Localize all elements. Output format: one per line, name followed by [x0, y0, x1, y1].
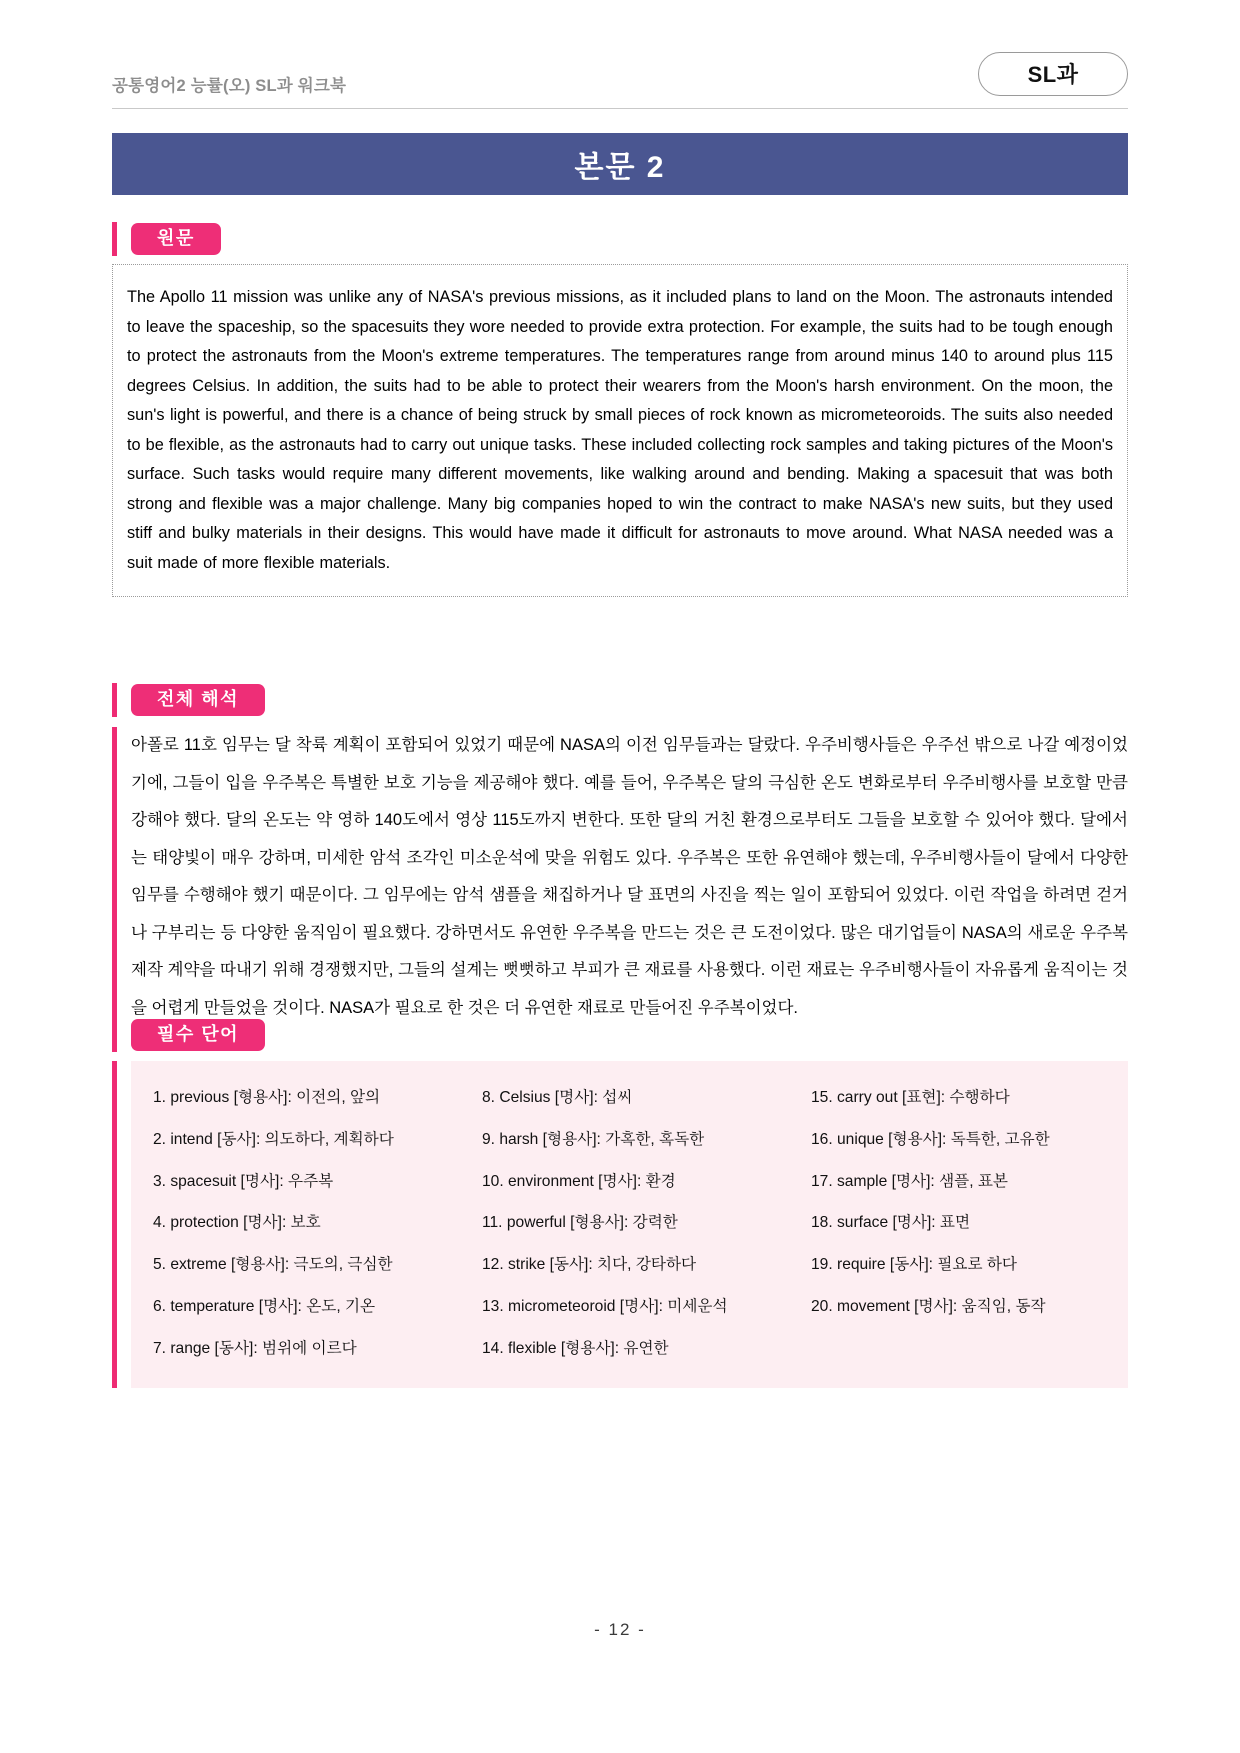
vocabulary-item: 3. spacesuit [명사]: 우주복	[153, 1172, 334, 1190]
translation-accent-bar	[112, 727, 117, 1027]
vocabulary-item: 7. range [동사]: 범위에 이르다	[153, 1339, 357, 1357]
vocabulary-item: 18. surface [명사]: 표면	[811, 1214, 971, 1232]
section-accent-bar	[112, 683, 117, 717]
passage-box	[112, 264, 1128, 597]
vocabulary-section-head	[112, 1018, 1128, 1052]
vocabulary-item: 11. powerful [형용사]: 강력한	[482, 1214, 678, 1232]
translation-body	[112, 727, 1128, 1027]
vocabulary-section-label: 필수 단어	[131, 1019, 265, 1052]
vocabulary-column-2	[470, 1077, 799, 1370]
vocabulary-item: 14. flexible [형용사]: 유연한	[482, 1339, 669, 1357]
vocabulary-item: 12. strike [동사]: 치다, 강타하다	[482, 1256, 697, 1274]
translation-section	[112, 683, 1128, 1027]
vocabulary-section	[112, 1018, 1128, 1388]
vocabulary-item: 2. intend [동사]: 의도하다, 계획하다	[153, 1130, 394, 1148]
translation-section-label: 전체 해석	[131, 684, 265, 717]
vocabulary-item: 16. unique [형용사]: 독특한, 고유한	[811, 1130, 1050, 1148]
vocabulary-item: 6. temperature [명사]: 온도, 기온	[153, 1297, 376, 1315]
vocabulary-body	[112, 1061, 1128, 1388]
passage-section	[112, 222, 1128, 597]
vocabulary-column-1	[131, 1077, 470, 1370]
vocabulary-item: 8. Celsius [명사]: 섭씨	[482, 1089, 633, 1106]
passage-section-label: 원문	[131, 223, 221, 256]
vocabulary-grid	[131, 1061, 1128, 1388]
passage-section-head	[112, 222, 1128, 256]
unit-badge: SL과	[978, 52, 1128, 96]
vocabulary-accent-bar	[112, 1061, 117, 1388]
translation-text: 아폴로 11호 임무는 달 착륙 계획이 포함되어 있었기 때문에 NASA의 이전 임무들과는 달랐다. 우주비행사들은 우주선 밖으로 나갈 예정이었기에, 그들이 입을 우주복은 특별한 보호 기능을 제공해야 했다. 예를 들어, 우주복은 달의 극심한 온도 변화로부터 우주비행사를 보호할 만큼 강해야 했다. 달의 온도는 약 영하 140도에서 영상 115도까지 변한다. 또한 달의 거친 환경으로부터도 그들을 보호할 수 있어야 했다. 달에서는 태양빛이 매우 강하며, 미세한 암석 조각인 미소운석에 맞을 위험도 있다. 우주복은 또한 유연해야 했는데, 우주비행사들이 달에서 다양한 임무를 수행해야 했기 때문이다. 그 임무에는 암석 샘플을 채집하거나 달 표면의 사진을 찍는 일이 포함되어 있었다. 이런 작업을 하려면 걷거나 구부리는 등 다양한 움직임이 필요했다. 강하면서도 유연한 우주복을 만드는 것은 큰 도전이었다. 많은 대기업들이 NASA의 새로운 우주복 제작 계약을 따내기 위해 경쟁했지만, 그들의 설계는 뻣뻣하고 부피가 큰 재료를 사용했다. 이런 재료는 우주비행사들이 자유롭게 움직이는 것을 어렵게 만들었을 것이다. NASA가 필요로 한 것은 더 유연한 재료로 만들어진 우주복이었다.	[131, 736, 1128, 1017]
vocabulary-item: 20. movement [명사]: 움직임, 동작	[811, 1297, 1046, 1315]
vocabulary-item: 9. harsh [형용사]: 가혹한, 혹독한	[482, 1130, 705, 1148]
translation-section-head	[112, 683, 1128, 717]
page-title-banner: 본문 2	[112, 133, 1128, 195]
vocabulary-item: 15. carry out [표현]: 수행하다	[811, 1089, 1010, 1106]
vocabulary-column-3	[799, 1077, 1128, 1370]
page-header	[112, 62, 1128, 118]
page-number: - 12 -	[594, 1620, 646, 1639]
vocabulary-item: 1. previous [형용사]: 이전의, 앞의	[153, 1089, 381, 1106]
section-accent-bar	[112, 1018, 117, 1052]
header-divider	[112, 108, 1128, 109]
vocabulary-item: 13. micrometeoroid [명사]: 미세운석	[482, 1297, 728, 1315]
vocabulary-item: 10. environment [명사]: 환경	[482, 1172, 676, 1190]
workbook-title: 공통영어2 능률(오) SL과 워크북	[112, 77, 347, 95]
section-accent-bar	[112, 222, 117, 256]
vocabulary-item: 19. require [동사]: 필요로 하다	[811, 1256, 1017, 1274]
vocabulary-item: 4. protection [명사]: 보호	[153, 1214, 321, 1232]
passage-text: The Apollo 11 mission was unlike any of NASA's previous missions, as it included plans to land on the Moon. The astronauts intended to leave the spaceship, so the spacesuits they wore needed to provide extra protection. For example, the suits had to be tough enough to protect the astronauts from the Moon's extreme temperatures. The temperatures range from around minus 140 to around plus 115 degrees Celsius. In addition, the suits had to be able to protect their wearers from the Moon's harsh environment. On the moon, the sun's light is powerful, and there is a chance of being struck by small pieces of rock known as micrometeoroids. The suits also needed to be flexible, as the astronauts had to carry out unique tasks. These included collecting rock samples and taking pictures of the Moon's surface. Such tasks would require many different movements, like walking around and bending. Making a spacesuit that was both strong and flexible was a major challenge. Many big companies hoped to win the contract to make NASA's new suits, but they used stiff and bulky materials in their designs. This would have made it difficult for astronauts to move around. What NASA needed was a suit made of more flexible materials.	[127, 288, 1113, 572]
vocabulary-item: 5. extreme [형용사]: 극도의, 극심한	[153, 1256, 393, 1274]
vocabulary-item: 17. sample [명사]: 샘플, 표본	[811, 1172, 1008, 1190]
